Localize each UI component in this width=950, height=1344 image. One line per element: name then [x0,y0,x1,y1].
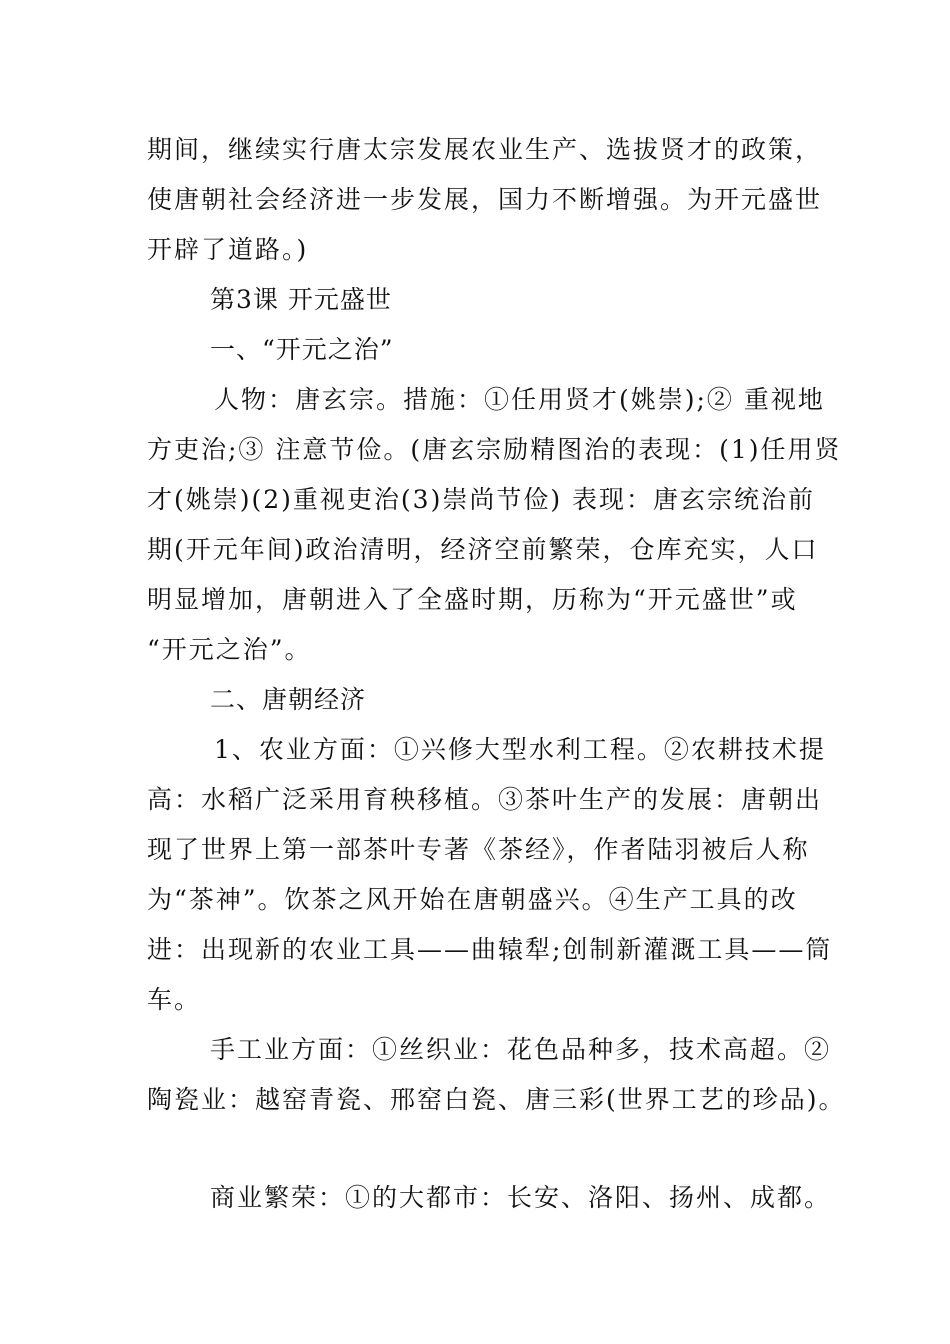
text-line: 进：出现新的农业工具——曲辕犁;创制新灌溉工具——筒 [147,935,833,964]
text-line: 开辟了道路。) [147,235,309,264]
text-line: 高：水稻广泛采用育秧移植。③茶叶生产的发展：唐朝出 [147,785,823,814]
section-heading: 一、“开元之治” [210,335,394,364]
text-line: 为“茶神”。饮茶之风开始在唐朝盛兴。④生产工具的改 [147,885,798,914]
text-line: 方吏治;③ 注意节俭。(唐玄宗励精图治的表现：(1)任用贤 [147,435,842,464]
text-line: 使唐朝社会经济进一步发展，国力不断增强。为开元盛世 [147,185,823,214]
text-line: 人物：唐玄宗。措施：①任用贤才(姚崇);② 重视地 [214,385,825,414]
section-heading: 二、唐朝经济 [210,685,367,714]
text-line: “开元之治”。 [147,635,312,664]
lesson-title: 第3课 开元盛世 [210,285,392,314]
text-line: 现了世界上第一部茶叶专著《茶经》，作者陆羽被后人称 [147,835,810,864]
text-line: 1、农业方面：①兴修大型水利工程。②农耕技术提 [214,735,826,764]
text-line: 期间，继续实行唐太宗发展农业生产、选拔贤才的政策， [147,135,823,164]
text-line: 期(开元年间)政治清明，经济空前繁荣，仓库充实，人口 [147,535,819,564]
text-line: 陶瓷业：越窑青瓷、邢窑白瓷、唐三彩(世界工艺的珍品)。 [147,1085,846,1114]
text-line: 车。 [147,985,202,1014]
text-line: 商业繁荣：①的大都市：长安、洛阳、扬州、成都。 [210,1183,832,1212]
text-line: 明显增加，唐朝进入了全盛时期，历称为“开元盛世”或 [147,585,798,614]
text-line: 才(姚崇)(2)重视吏治(3)崇尚节俭) 表现：唐玄宗统治前 [147,485,816,514]
text-line: 手工业方面：①丝织业：花色品种多，技术高超。② [210,1035,832,1064]
